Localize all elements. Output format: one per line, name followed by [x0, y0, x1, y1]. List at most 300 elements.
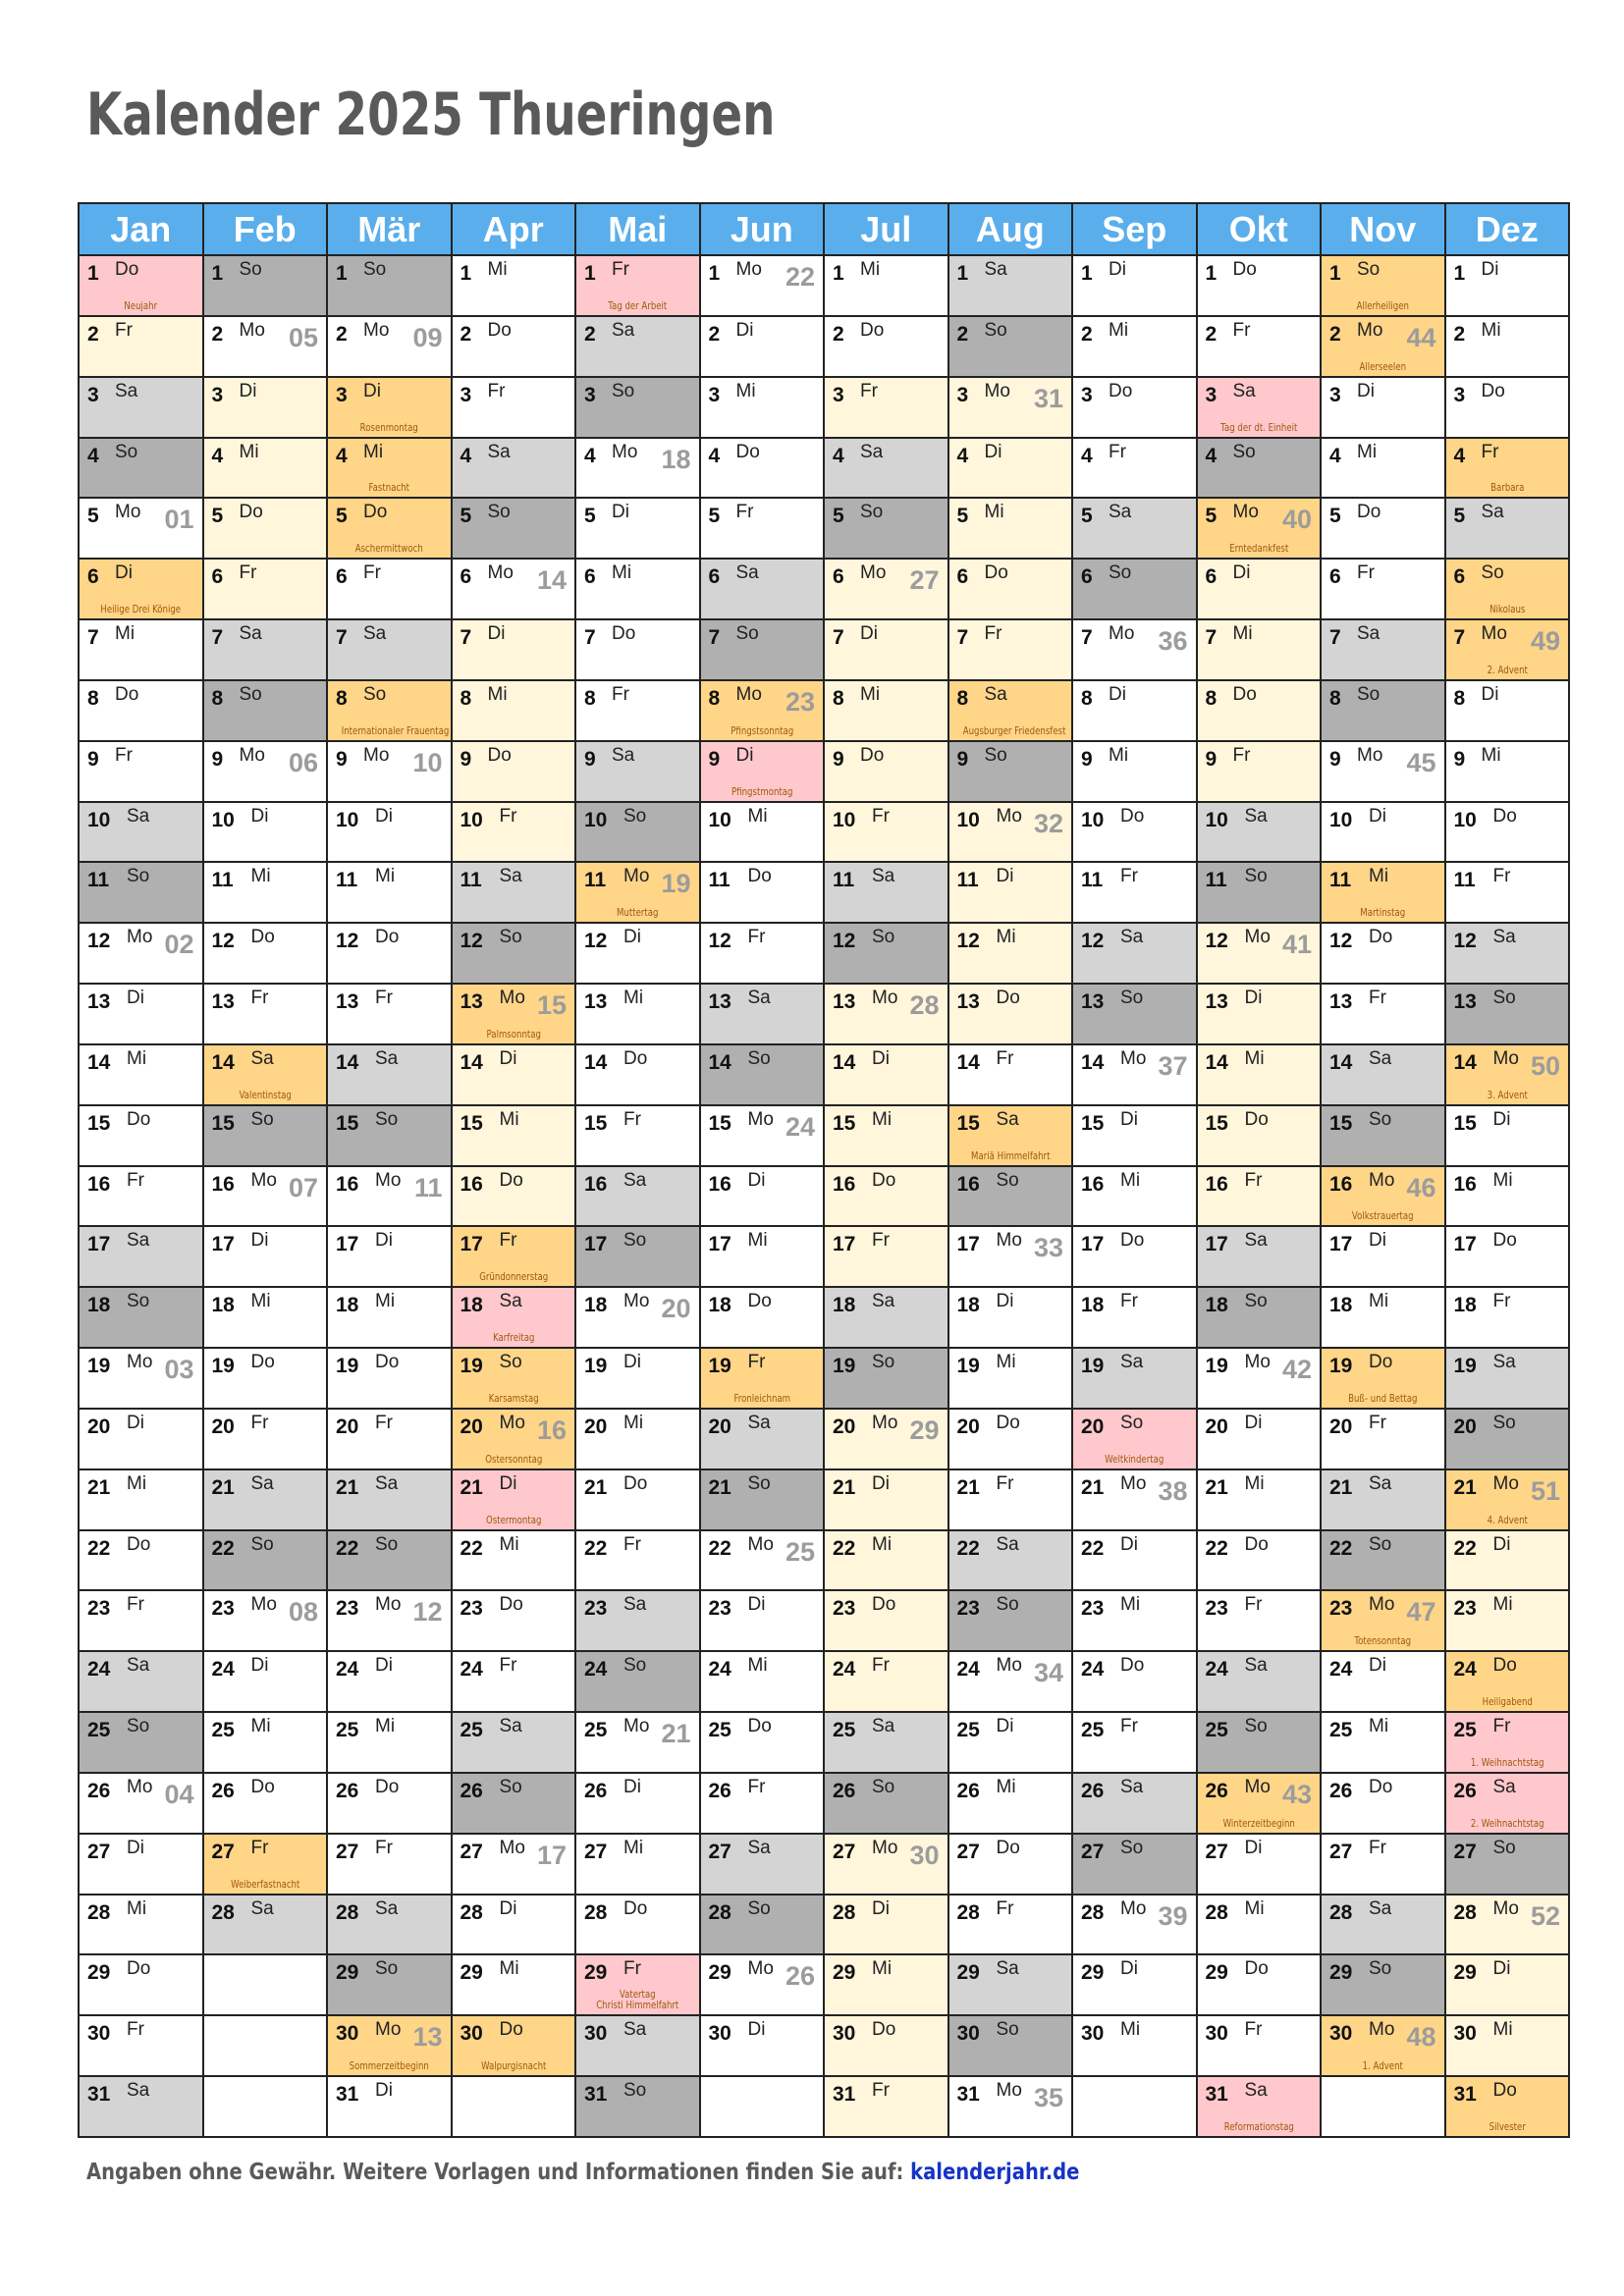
weekday-label: Fr — [250, 1412, 269, 1433]
day-number: 20 — [87, 1415, 111, 1438]
day-cell — [1446, 863, 1571, 924]
day-cell — [453, 620, 577, 681]
day-number: 16 — [1453, 1172, 1477, 1196]
weekday-label: Do — [115, 683, 139, 705]
weekday-label: Di — [1481, 259, 1499, 280]
weekday-label: Mo — [1244, 1776, 1271, 1797]
day-cell — [701, 499, 826, 560]
weekday-label: So — [1492, 988, 1516, 1009]
day-number: 27 — [708, 1840, 731, 1863]
weekday-label: Mi — [1492, 2019, 1513, 2041]
day-number: 23 — [87, 1597, 111, 1621]
weekday-label: Di — [623, 1352, 641, 1373]
day-number: 19 — [87, 1355, 111, 1378]
day-cell — [1322, 1470, 1446, 1531]
day-number: 11 — [1329, 869, 1352, 892]
day-cell — [576, 1591, 701, 1652]
day-cell — [453, 1227, 577, 1288]
weekday-label: Do — [1120, 1230, 1145, 1252]
day-cell — [204, 1652, 329, 1713]
day-number: 27 — [584, 1840, 608, 1863]
weekday-label: Mi — [623, 1837, 644, 1858]
day-cell — [453, 1652, 577, 1713]
weekday-label: Di — [872, 1047, 890, 1069]
day-number: 31 — [956, 2083, 980, 2107]
day-number: 24 — [1081, 1658, 1105, 1682]
day-cell — [576, 1896, 701, 1956]
day-number: 25 — [1453, 1719, 1477, 1742]
day-number: 28 — [1081, 1900, 1105, 1924]
day-number: 1 — [584, 262, 596, 285]
day-cell — [701, 378, 826, 439]
day-number: 25 — [87, 1719, 111, 1742]
week-number: 15 — [536, 990, 567, 1021]
day-cell — [204, 1410, 329, 1470]
weekday-label: So — [1357, 683, 1380, 705]
day-number: 14 — [1453, 1050, 1477, 1074]
day-cell — [328, 742, 453, 803]
day-number: 21 — [1081, 1475, 1105, 1499]
weekday-label: Mo — [1357, 744, 1383, 766]
day-cell — [80, 439, 204, 500]
weekday-label: Sa — [375, 1472, 399, 1494]
weekday-label: Sa — [127, 805, 150, 827]
weekday-label: Fr — [1109, 441, 1126, 462]
day-cell — [701, 1652, 826, 1713]
day-cell — [453, 256, 577, 317]
day-cell — [949, 2016, 1074, 2077]
day-number: 12 — [584, 930, 608, 953]
weekday-label: Di — [1244, 1837, 1263, 1858]
holiday-name: Heilige Drei Könige — [100, 603, 182, 616]
day-number: 20 — [956, 1415, 980, 1438]
day-number: 18 — [87, 1294, 111, 1317]
day-cell — [1446, 803, 1571, 864]
day-number: 7 — [956, 626, 969, 650]
day-number: 5 — [1205, 505, 1218, 528]
day-cell — [576, 1045, 701, 1106]
weekday-label: Di — [747, 1169, 766, 1191]
week-number: 11 — [413, 1172, 443, 1202]
weekday-label: Mi — [1481, 319, 1501, 341]
day-cell — [80, 1106, 204, 1167]
weekday-label: Mi — [1369, 866, 1389, 887]
day-cell — [1446, 1349, 1571, 1410]
weekday-label: Mo — [747, 1108, 774, 1130]
day-number: 21 — [1205, 1475, 1228, 1499]
day-cell — [204, 499, 329, 560]
holiday-name: Sommerzeitbeginn — [349, 2059, 429, 2073]
day-number: 8 — [87, 686, 99, 710]
day-cell — [204, 803, 329, 864]
day-cell — [204, 317, 329, 378]
footer-link[interactable]: kalenderjahr.de — [910, 2160, 1080, 2185]
day-cell — [1446, 2077, 1571, 2138]
day-number: 2 — [87, 322, 99, 346]
weekday-label: Mi — [1109, 744, 1129, 766]
weekday-label: So — [1369, 1533, 1392, 1555]
day-number: 12 — [1205, 930, 1228, 953]
day-number: 28 — [1453, 1900, 1477, 1924]
day-number: 19 — [211, 1355, 235, 1378]
day-number: 5 — [336, 505, 348, 528]
week-number: 33 — [1033, 1233, 1063, 1263]
day-cell — [80, 863, 204, 924]
day-number: 6 — [1205, 565, 1218, 589]
day-cell — [949, 985, 1074, 1045]
footer-text: Angaben ohne Gewähr. Weitere Vorlagen und Informationen finden Sie auf: — [86, 2160, 911, 2185]
day-cell — [576, 742, 701, 803]
day-cell — [701, 1470, 826, 1531]
day-cell — [576, 1774, 701, 1835]
weekday-label: Mi — [860, 683, 881, 705]
day-number: 17 — [1205, 1233, 1228, 1256]
weekday-label: Sa — [1120, 927, 1144, 948]
weekday-label: Di — [996, 866, 1014, 887]
day-number: 22 — [87, 1536, 111, 1560]
day-number: 21 — [211, 1475, 235, 1499]
day-cell — [453, 681, 577, 742]
weekday-label: Di — [1369, 1230, 1386, 1252]
day-number: 14 — [708, 1050, 731, 1074]
day-number: 11 — [1081, 869, 1104, 892]
day-number: 9 — [1329, 747, 1341, 771]
day-number: 29 — [956, 1961, 980, 1985]
day-number: 23 — [336, 1597, 359, 1621]
day-cell — [204, 560, 329, 620]
day-cell — [453, 742, 577, 803]
day-number: 4 — [1205, 444, 1218, 467]
weekday-label: Mi — [1244, 1897, 1265, 1919]
day-cell — [1322, 985, 1446, 1045]
day-number: 3 — [1329, 383, 1341, 406]
day-cell — [1073, 1106, 1198, 1167]
day-number: 23 — [1205, 1597, 1228, 1621]
day-cell — [328, 2016, 453, 2077]
day-number: 30 — [584, 2022, 608, 2046]
weekday-label: Sa — [250, 1047, 274, 1069]
day-cell — [1073, 2016, 1198, 2077]
day-cell — [204, 924, 329, 985]
week-number: 39 — [1158, 1900, 1188, 1931]
day-cell — [80, 924, 204, 985]
weekday-label: Fr — [127, 2019, 144, 2041]
weekday-label: So — [996, 1594, 1019, 1616]
day-number: 18 — [211, 1294, 235, 1317]
day-number: 24 — [211, 1658, 235, 1682]
weekday-label: Di — [612, 502, 629, 523]
weekday-label: Mi — [1244, 1047, 1265, 1069]
month-header: Jul — [825, 204, 949, 256]
month-header: Aug — [949, 204, 1074, 256]
day-number: 8 — [708, 686, 721, 710]
weekday-label: Mo — [250, 1594, 277, 1616]
day-number: 27 — [833, 1840, 856, 1863]
weekday-label: Fr — [623, 1958, 641, 1980]
day-cell — [328, 1774, 453, 1835]
day-cell — [328, 378, 453, 439]
day-cell — [576, 1288, 701, 1349]
day-cell — [701, 1410, 826, 1470]
day-cell — [453, 439, 577, 500]
day-number: 26 — [833, 1779, 856, 1802]
day-number: 22 — [708, 1536, 731, 1560]
day-cell — [328, 1835, 453, 1896]
weekday-label: Fr — [363, 562, 381, 584]
weekday-label: So — [375, 1958, 399, 1980]
weekday-label: So — [984, 744, 1007, 766]
day-number: 17 — [833, 1233, 856, 1256]
day-cell — [1322, 317, 1446, 378]
day-number: 29 — [1081, 1961, 1105, 1985]
day-number: 13 — [584, 990, 608, 1014]
weekday-label: So — [623, 1655, 647, 1677]
day-number: 31 — [584, 2083, 608, 2107]
weekday-label: Sa — [250, 1897, 274, 1919]
weekday-label: Sa — [1492, 1352, 1516, 1373]
day-cell — [825, 1349, 949, 1410]
weekday-label: Fr — [747, 1352, 766, 1373]
day-number: 1 — [211, 262, 224, 285]
day-cell — [1446, 1167, 1571, 1228]
weekday-label: Di — [1492, 1958, 1511, 1980]
day-cell — [1073, 924, 1198, 985]
day-cell — [701, 1896, 826, 1956]
day-cell — [1198, 560, 1323, 620]
day-cell — [453, 1531, 577, 1592]
day-number: 5 — [584, 505, 596, 528]
day-number: 14 — [1329, 1050, 1353, 1074]
weekday-label: Mi — [250, 866, 271, 887]
weekday-label: Fr — [250, 988, 269, 1009]
day-cell — [328, 1591, 453, 1652]
day-number: 2 — [956, 322, 969, 346]
week-number: 18 — [661, 444, 691, 474]
day-cell — [80, 1045, 204, 1106]
day-number: 7 — [584, 626, 596, 650]
day-cell — [576, 2016, 701, 2077]
day-cell — [80, 317, 204, 378]
weekday-label: Mi — [487, 683, 508, 705]
day-number: 1 — [956, 262, 969, 285]
day-number: 31 — [1453, 2083, 1477, 2107]
weekday-label: Do — [499, 2019, 523, 2041]
day-cell — [1198, 2077, 1323, 2138]
day-cell — [701, 560, 826, 620]
day-number: 26 — [1329, 1779, 1353, 1802]
day-cell — [1446, 499, 1571, 560]
day-number: 27 — [460, 1840, 483, 1863]
weekday-label: Do — [250, 1352, 275, 1373]
day-cell — [1073, 1531, 1198, 1592]
day-number: 20 — [1081, 1415, 1105, 1438]
weekday-label: Fr — [872, 805, 890, 827]
day-cell — [825, 1591, 949, 1652]
weekday-label: So — [127, 866, 150, 887]
day-cell — [1198, 1774, 1323, 1835]
holiday-name: Aschermittwoch — [354, 542, 423, 556]
day-cell — [1322, 1106, 1446, 1167]
day-cell — [825, 803, 949, 864]
day-cell — [576, 1167, 701, 1228]
day-number: 10 — [460, 808, 483, 831]
day-number: 2 — [584, 322, 596, 346]
day-number: 3 — [460, 383, 472, 406]
day-cell — [576, 985, 701, 1045]
day-number: 25 — [584, 1719, 608, 1742]
weekday-label: Do — [127, 1108, 151, 1130]
day-cell — [453, 1896, 577, 1956]
weekday-label: Di — [127, 1412, 144, 1433]
weekday-label: Mo — [623, 866, 650, 887]
day-number: 1 — [708, 262, 721, 285]
day-number: 11 — [211, 869, 234, 892]
day-number: 10 — [211, 808, 235, 831]
holiday-name: 4. Advent — [1487, 1513, 1528, 1526]
week-number: 44 — [1406, 322, 1436, 352]
day-cell — [80, 1349, 204, 1410]
day-number: 22 — [584, 1536, 608, 1560]
day-number: 22 — [1453, 1536, 1477, 1560]
day-number: 22 — [1081, 1536, 1105, 1560]
day-number: 4 — [1453, 444, 1466, 467]
day-cell — [701, 1349, 826, 1410]
day-cell — [1446, 1835, 1571, 1896]
day-cell — [328, 256, 453, 317]
weekday-label: Fr — [115, 744, 133, 766]
weekday-label: Fr — [127, 1169, 144, 1191]
day-number: 6 — [211, 565, 224, 589]
month-header: Nov — [1322, 204, 1446, 256]
day-cell — [80, 1167, 204, 1228]
day-number: 20 — [211, 1415, 235, 1438]
week-number: 08 — [288, 1597, 318, 1628]
day-number: 29 — [1329, 1961, 1353, 1985]
day-number: 19 — [1453, 1355, 1477, 1378]
weekday-label: Mo — [747, 1958, 774, 1980]
day-cell — [1198, 1167, 1323, 1228]
week-number: 09 — [412, 322, 443, 352]
day-cell — [825, 1167, 949, 1228]
weekday-label: Sa — [1120, 1776, 1144, 1797]
week-number: 49 — [1530, 626, 1560, 657]
weekday-label: Do — [1492, 1230, 1517, 1252]
day-number: 22 — [956, 1536, 980, 1560]
weekday-label: Mi — [1244, 1472, 1265, 1494]
day-number: 27 — [1329, 1840, 1353, 1863]
holiday-name: Gründonnerstag — [478, 1270, 548, 1284]
day-number: 9 — [1081, 747, 1093, 771]
day-cell — [80, 1955, 204, 2016]
weekday-label: Di — [499, 1472, 517, 1494]
weekday-label: Sa — [872, 1716, 895, 1737]
weekday-label: Mo — [1120, 1897, 1147, 1919]
day-cell — [1198, 1955, 1323, 2016]
weekday-label: So — [375, 1533, 399, 1555]
day-number: 27 — [87, 1840, 111, 1863]
day-cell — [80, 2077, 204, 2138]
day-cell — [576, 1955, 701, 2016]
holiday-name: Karfreitag — [492, 1331, 534, 1345]
day-cell — [949, 1288, 1074, 1349]
weekday-label: Di — [1120, 1108, 1138, 1130]
weekday-label: Mi — [747, 1230, 768, 1252]
day-cell — [1073, 1470, 1198, 1531]
weekday-label: Di — [127, 988, 144, 1009]
weekday-label: So — [996, 2019, 1019, 2041]
week-number: 24 — [785, 1111, 815, 1142]
holiday-name: 1. Weihnachtstag — [1470, 1755, 1544, 1769]
weekday-label: Sa — [499, 866, 522, 887]
weekday-label: Sa — [984, 683, 1007, 705]
day-cell — [1198, 742, 1323, 803]
day-number: 10 — [1081, 808, 1105, 831]
day-number: 31 — [87, 2083, 111, 2107]
day-cell — [1322, 1955, 1446, 2016]
weekday-label: Do — [239, 502, 263, 523]
day-cell — [949, 1410, 1074, 1470]
day-number: 3 — [1453, 383, 1466, 406]
day-number: 11 — [708, 869, 731, 892]
day-cell — [949, 863, 1074, 924]
day-cell — [1322, 803, 1446, 864]
day-cell — [453, 1167, 577, 1228]
day-number: 13 — [956, 990, 980, 1014]
weekday-label: So — [623, 2080, 647, 2102]
day-cell — [1446, 1531, 1571, 1592]
day-cell — [204, 439, 329, 500]
holiday-name: Christi Himmelfahrt — [596, 1999, 679, 2012]
weekday-label: Fr — [499, 1655, 517, 1677]
day-number: 8 — [956, 686, 969, 710]
day-number: 26 — [336, 1779, 359, 1802]
day-cell — [204, 1835, 329, 1896]
empty-cell — [1322, 2077, 1446, 2138]
day-cell — [1446, 1713, 1571, 1774]
day-cell — [204, 1349, 329, 1410]
day-number: 14 — [1081, 1050, 1105, 1074]
weekday-label: Fr — [1244, 1594, 1263, 1616]
day-number: 4 — [833, 444, 844, 467]
day-cell — [701, 1288, 826, 1349]
day-cell — [1322, 1410, 1446, 1470]
day-number: 11 — [460, 869, 482, 892]
day-cell — [1198, 1531, 1323, 1592]
holiday-name: Pfingstsonntag — [730, 723, 793, 737]
day-cell — [1198, 1045, 1323, 1106]
weekday-label: Mi — [1232, 623, 1253, 645]
day-number: 11 — [1205, 869, 1227, 892]
weekday-label: Mi — [735, 380, 756, 401]
day-number: 16 — [460, 1172, 483, 1196]
holiday-name: 2. Weihnachtstag — [1470, 1816, 1544, 1830]
weekday-label: Di — [127, 1837, 144, 1858]
day-number: 3 — [584, 383, 596, 406]
day-cell — [328, 1288, 453, 1349]
day-number: 21 — [1453, 1475, 1477, 1499]
day-number: 28 — [584, 1900, 608, 1924]
day-number: 21 — [460, 1475, 483, 1499]
day-number: 23 — [956, 1597, 980, 1621]
day-cell — [1198, 681, 1323, 742]
day-cell — [825, 1531, 949, 1592]
weekday-label: Mi — [996, 1776, 1016, 1797]
day-cell — [1073, 1167, 1198, 1228]
day-cell — [80, 803, 204, 864]
weekday-label: Mo — [1492, 1047, 1519, 1069]
day-cell — [1322, 742, 1446, 803]
day-number: 15 — [1205, 1111, 1228, 1135]
